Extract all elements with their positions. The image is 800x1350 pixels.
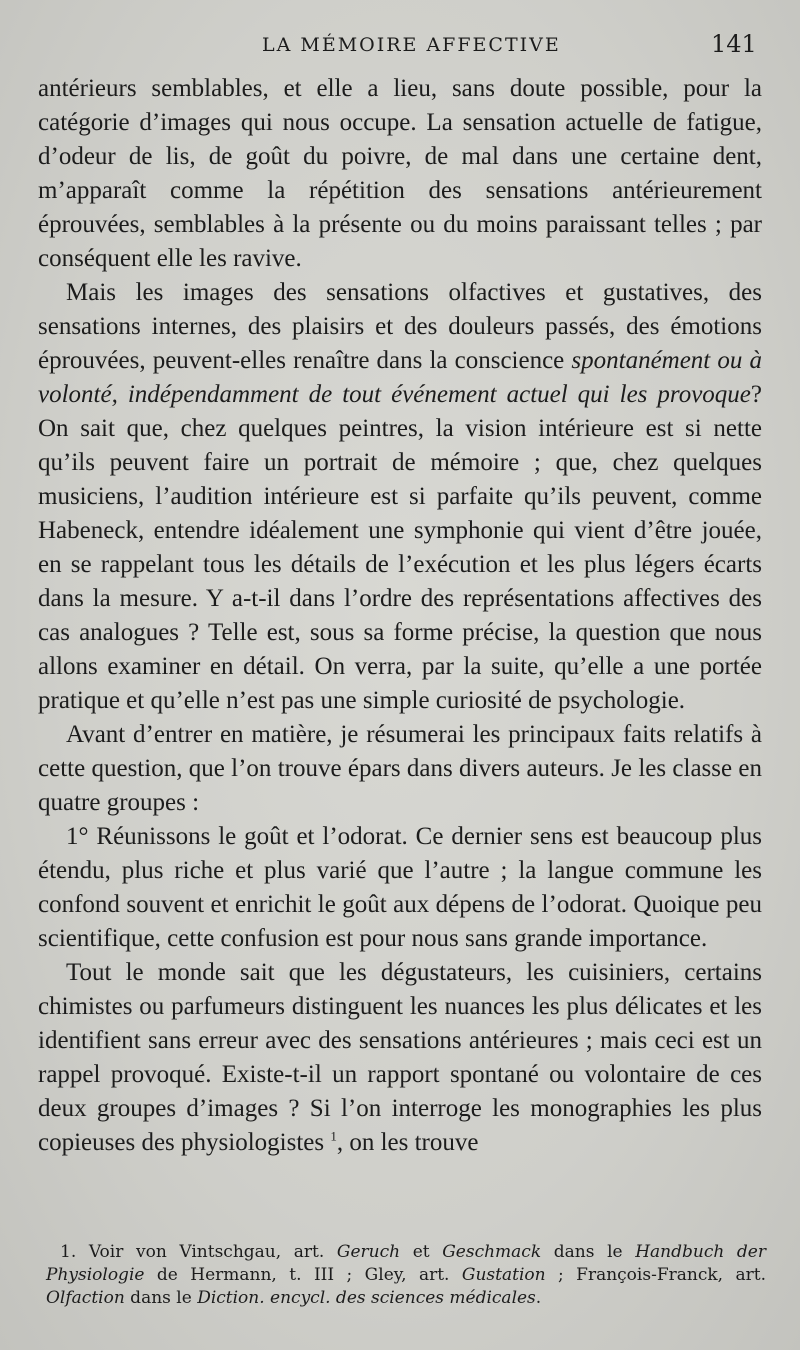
paragraph-2-text-a: Mais les images des sensations olfactives et gustatives, des sensations internes, des plaisirs et des douleurs passés, des émotions éprouvées, peuvent-elles renaître dans la conscience: [38, 279, 762, 374]
body-text: [38, 72, 762, 1160]
footnotes: [46, 1241, 766, 1310]
footnote-ref-1[interactable]: 1: [330, 1128, 337, 1144]
footnote-text: 1. Voir von Vintschgau, art.: [60, 1242, 337, 1262]
footnote-text: .: [535, 1288, 542, 1308]
paragraph-2: [38, 276, 762, 718]
page-header: [0, 30, 800, 64]
footnote-italic: Olfaction: [46, 1288, 125, 1308]
footnote-1: [46, 1241, 766, 1310]
paragraph-3: [38, 718, 762, 820]
paragraph-5: [38, 956, 762, 1160]
paragraph-2-text-b: ? On sait que, chez quelques peintres, la vision intérieure est si nette qu’ils peuvent faire un portrait de mémoire ; que, chez quelques musiciens, l’audition intérieure est si parfaite qu’ils peuvent, comme Habeneck, entendre idéalement une symphonie qui vient d’être jouée, en se rappelant tous les détails de l’exécution et les plus légers écarts dans la mesure. Y a-t-il dans l’ordre des représentations affectives des cas analogues ? Telle est, sous sa forme précise, la question que nous allons examiner en détail. On verra, par la suite, qu’elle a une portée pratique et qu’elle n’est pas une simple curiosité de psychologie.: [38, 381, 762, 714]
footnote-italic: Geschmack: [442, 1242, 542, 1262]
page-number: 141: [711, 30, 757, 58]
paragraph-1: [38, 72, 762, 276]
footnote-italic: Handbuch der Physiologie: [46, 1242, 766, 1285]
paragraph-5-text-b: , on les trouve: [336, 1129, 479, 1156]
footnote-italic: Diction. encycl. des sciences médicales: [197, 1288, 536, 1308]
paragraph-5-text-a: Tout le monde sait que les dégustateurs, les cuisiniers, certains chimistes ou parfumeurs distinguent les nuances les plus délicates et les identifient sans erreur avec des sensations antérieures ; mais ceci est un rappel provoqué. Existe-t-il un rapport spontané ou volontaire de ces deux groupes d’images ? Si l’on interroge les monographies les plus copieuses des physiologistes: [38, 959, 762, 1156]
footnote-text: dans le: [541, 1242, 636, 1262]
paragraph-3-text: Avant d’entrer en matière, je résumerai les principaux faits relatifs à cette question, que l’on trouve épars dans divers auteurs. Je les classe en quatre groupes :: [38, 721, 762, 816]
footnote-text: ; François-Franck, art.: [545, 1265, 766, 1285]
footnote-text: et: [400, 1242, 443, 1262]
paragraph-1-text: antérieurs semblables, et elle a lieu, sans doute possible, pour la catégorie d’images qui nous occupe. La sensation actuelle de fatigue, d’odeur de lis, de goût du poivre, de mal dans une certaine dent, m’apparaît comme la répétition des sensations antérieurement éprouvées, semblables à la présente ou du moins paraissant telles ; par conséquent elle les ravive.: [38, 75, 762, 272]
footnote-text: de Hermann, t. III ; Gley, art.: [144, 1265, 462, 1285]
paragraph-2-italic: spontanément ou à volonté, indépendamment de tout événement actuel qui les provoque: [38, 347, 762, 408]
footnote-italic: Geruch: [336, 1242, 401, 1262]
footnote-italic: Gustation: [461, 1265, 546, 1285]
footnote-text: dans le: [124, 1288, 198, 1308]
running-title: LA MÉMOIRE AFFECTIVE: [262, 34, 561, 56]
paragraph-4: [38, 820, 762, 956]
paragraph-4-text: 1° Réunissons le goût et l’odorat. Ce dernier sens est beaucoup plus étendu, plus riche et plus varié que l’autre ; la langue commune les confond souvent et enrichit le goût aux dépens de l’odorat. Quoique peu scientifique, cette confusion est pour nous sans grande importance.: [38, 823, 762, 952]
